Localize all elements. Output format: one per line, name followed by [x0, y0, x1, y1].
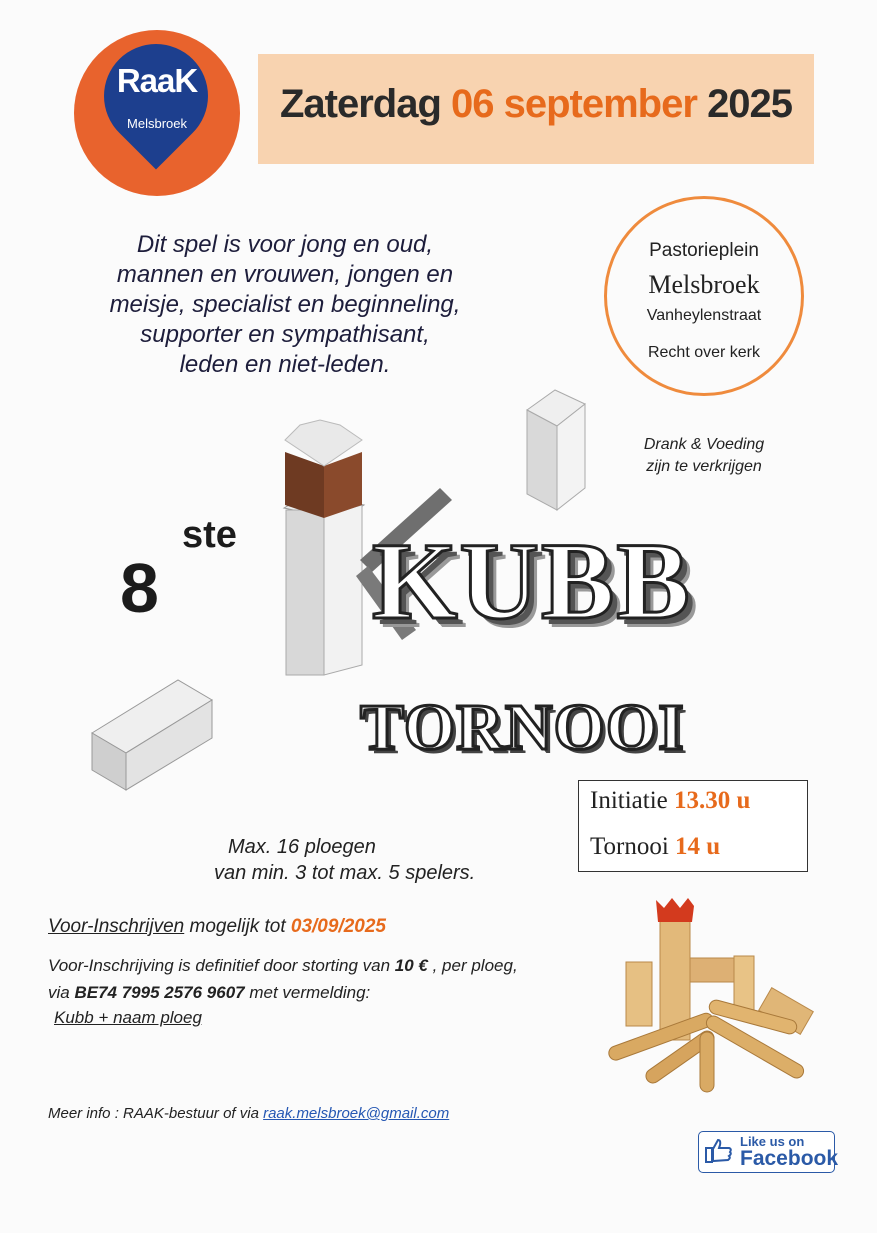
facebook-label: Facebook	[740, 1147, 839, 1170]
edition-suffix: ste	[182, 514, 237, 556]
initiatie-time	[590, 787, 750, 815]
logo-subtitle: Melsbroek	[127, 116, 187, 131]
max-teams: Max. 16 ploegen	[228, 836, 376, 858]
payment-per-team: , per ploeg,	[427, 956, 518, 975]
players-per-team: van min. 3 tot max. 5 spelers.	[214, 862, 476, 884]
registration-account	[48, 983, 370, 1003]
king-left-face	[286, 510, 324, 675]
drinks-line: zijn te verkrijgen	[646, 458, 762, 475]
intro-line: mannen en vrouwen, jongen en	[116, 261, 454, 288]
date-day: Zaterdag	[279, 82, 441, 126]
registration-heading	[48, 916, 386, 938]
date-year: 2025	[707, 82, 793, 126]
location-square: Pastorieplein	[649, 240, 759, 261]
initiatie-label: Initiatie	[590, 787, 668, 814]
drinks-line: Drank & Voeding	[643, 436, 765, 453]
intro-line: supporter en sympathisant,	[140, 321, 430, 348]
king-right-face	[324, 505, 362, 675]
registration-deadline: 03/09/2025	[290, 916, 386, 937]
registration-label: Voor-Inschrijven	[48, 916, 185, 937]
email-link[interactable]: raak.melsbroek@gmail.com	[263, 1105, 450, 1122]
title-tornooi: TORNOOI	[360, 691, 685, 764]
facebook-like-text: Like us on	[740, 1134, 805, 1149]
info-prefix: Meer info : RAAK-bestuur of via	[48, 1105, 264, 1122]
initiatie-value: 13.30 u	[674, 787, 751, 814]
wooden-block	[626, 962, 652, 1026]
account-mention: met vermelding:	[244, 983, 371, 1002]
title-kubb: KUBB	[372, 520, 692, 642]
location-street: Vanheylenstraat	[646, 307, 762, 324]
payment-reference: Kubb + naam ploeg	[54, 1008, 202, 1027]
location-note: Recht over kerk	[647, 344, 761, 361]
thumbs-up-icon	[704, 1136, 734, 1166]
edition-number: 8	[120, 549, 159, 627]
account-via: via	[48, 983, 75, 1002]
block-left	[527, 410, 557, 510]
location-town: Melsbroek	[648, 270, 760, 299]
tornooi-label: Tornooi	[590, 833, 669, 860]
logo-title: RaaK	[116, 62, 198, 99]
registration-text: mogelijk tot	[184, 916, 291, 937]
date-day-month: 06 september	[451, 82, 697, 126]
registration-payment	[48, 956, 518, 976]
wooden-block	[690, 958, 734, 982]
iban: BE74 7995 2576 9607	[74, 983, 245, 1002]
wooden-baton	[700, 1032, 714, 1092]
wooden-crown	[656, 898, 694, 922]
payment-amount: 10 €	[394, 956, 428, 975]
tornooi-value: 14 u	[675, 833, 721, 860]
tornooi-time	[590, 833, 720, 861]
more-info	[48, 1105, 449, 1122]
intro-line: meisje, specialist en beginneling,	[109, 291, 461, 318]
intro-line: Dit spel is voor jong en oud,	[136, 231, 434, 258]
payment-text: Voor-Inschrijving is definitief door storting van	[48, 956, 395, 975]
intro-line: leden en niet-leden.	[179, 351, 391, 378]
